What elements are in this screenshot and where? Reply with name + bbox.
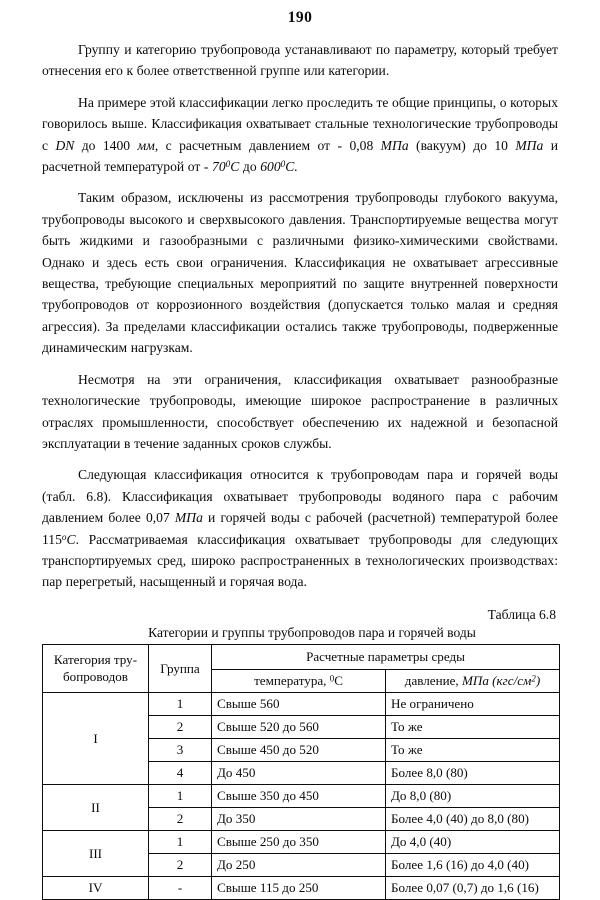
- cell-group: 2: [149, 853, 212, 876]
- header-category-line1: Категория тру-: [53, 652, 138, 668]
- cell-group: 3: [149, 738, 212, 761]
- cell-pressure: Не ограничено: [386, 692, 560, 715]
- header-pressure-text: давление,: [404, 673, 462, 689]
- cell-pressure: Более 0,07 (0,7) до 1,6 (16): [386, 876, 560, 899]
- cell-pressure: Более 4,0 (40) до 8,0 (80): [386, 807, 560, 830]
- header-pressure-exponent: 2: [531, 673, 536, 684]
- cell-category: II: [43, 784, 149, 830]
- cell-group: 2: [149, 715, 212, 738]
- table-row: [43, 784, 560, 807]
- header-temperature-unit: С: [334, 673, 343, 689]
- cell-temperature: До 450: [212, 761, 386, 784]
- paragraph-1: Группу и категорию трубопровода устанавливают по параметру, который требует отнесения его к более ответственной группе или категории.: [42, 42, 558, 79]
- cell-temperature: До 250: [212, 853, 386, 876]
- cell-temperature: Свыше 115 до 250: [212, 876, 386, 899]
- cell-category: I: [43, 692, 149, 784]
- cell-temperature: Свыше 520 до 560: [212, 715, 386, 738]
- table-row: [43, 876, 560, 899]
- cell-temperature: Свыше 250 до 350: [212, 830, 386, 853]
- header-params-span: Расчетные параметры среды: [212, 644, 560, 669]
- paragraph-5: Следующая классификация относится к трубопроводам пара и горячей воды (табл. 6.8). Классификация охватывает трубопроводы водяного пара с рабочим давлением более 0,07 МПа и горячей воды с рабочей (расчетной) температурой более $115^оС$. Рассматриваемая классификация охватывает трубопроводы для следующих транспортируемых сред, широко распространенных в технологических производствах: пар перегретый, насыщенный и горячая вода.: [42, 467, 558, 590]
- cell-temperature: Свыше 450 до 520: [212, 738, 386, 761]
- body-text-column: [42, 27, 558, 900]
- paragraph-4: Несмотря на эти ограничения, классификация охватывает разнообразные технологические трубопроводы, имеющие широкое распространение в различных отраслях промышленности, способствует обеспечению их надежной и безопасной эксплуатации в течение заданных сроков службы.: [42, 371, 558, 451]
- paragraph-3: Таким образом, исключены из рассмотрения трубопроводы глубокого вакуума, трубопроводы высокого и сверхвысокого давления. Транспортируемые вещества могут быть жидкими и газообразными с различными физико-химическими свойствами. Однако и здесь есть свои ограничения. Классификация не охватывает агрессивные вещества, требующие специальных мероприятий по защите внутренней поверхности трубопроводов от коррозионного воздействия (допускается только малая и средняя агрессия). За пределами классификации остались также трубопроводы, подверженные динамическим нагрузкам.: [42, 190, 558, 356]
- cell-pressure: Более 1,6 (16) до 4,0 (40): [386, 853, 560, 876]
- header-pressure-unit-close: ): [535, 673, 541, 689]
- cell-pressure: Более 8,0 (80): [386, 761, 560, 784]
- cell-category: III: [43, 830, 149, 876]
- header-category: [43, 644, 149, 692]
- header-group: Группа: [149, 644, 212, 692]
- pipeline-categories-table: [42, 644, 560, 900]
- paragraph-2: На примере этой классификации легко проследить те общие принципы, о которых говорилось выше. Классификация охватывает стальные технологические трубопроводы с DN до 1400 мм, с расчетным давлением от - 0,08 МПа (вакуум) до 10 МПа и расчетной температурой от - $70^0С$ до $600^0С$.: [42, 94, 558, 175]
- table-caption: Категории и группы трубопроводов пара и горячей воды: [148, 624, 476, 640]
- cell-temperature: Свыше 560: [212, 692, 386, 715]
- cell-group: 4: [149, 761, 212, 784]
- cell-category: IV: [43, 876, 149, 899]
- table-row: [43, 692, 560, 715]
- header-category-line2: бопроводов: [63, 669, 128, 685]
- table-header-row-top: [43, 644, 560, 669]
- cell-pressure: То же: [386, 715, 560, 738]
- cell-group: 1: [149, 830, 212, 853]
- cell-temperature: Свыше 350 до 450: [212, 784, 386, 807]
- cell-group: 1: [149, 784, 212, 807]
- table-body: [43, 692, 560, 899]
- cell-pressure: То же: [386, 738, 560, 761]
- table-header: [43, 644, 560, 692]
- header-pressure: [386, 669, 560, 692]
- table-number-label: Таблица 6.8: [487, 606, 556, 622]
- header-temperature-text: температура,: [254, 673, 330, 689]
- cell-group: 1: [149, 692, 212, 715]
- header-pressure-unit: МПа (кгс/см: [461, 673, 532, 689]
- cell-group: -: [149, 876, 212, 899]
- header-temperature: [212, 669, 386, 692]
- header-temperature-degree: 0: [329, 673, 335, 684]
- page-number: 190: [287, 9, 313, 26]
- cell-group: 2: [149, 807, 212, 830]
- table-row: [43, 830, 560, 853]
- cell-pressure: До 4,0 (40): [386, 830, 560, 853]
- cell-temperature: До 350: [212, 807, 386, 830]
- cell-pressure: До 8,0 (80): [386, 784, 560, 807]
